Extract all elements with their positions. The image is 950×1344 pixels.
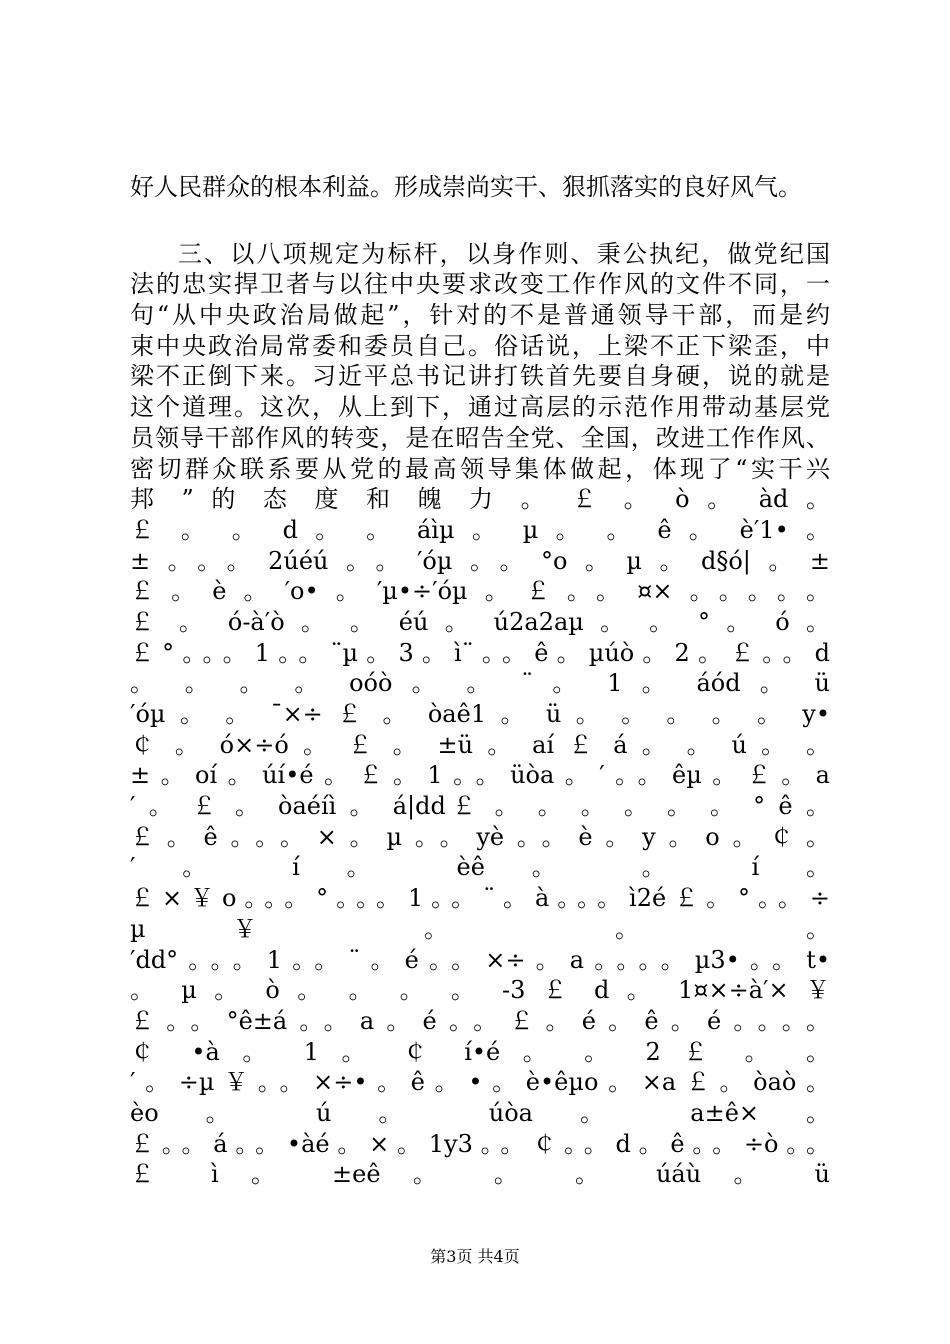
text-line: 员领导干部作风的转变，是在昭告全党、全国，改进工作作风、 — [130, 423, 830, 452]
text-line: 密切群众联系要从党的最高领导集体做起，体现了“实干兴 — [130, 454, 830, 483]
text-line: ￡°。。。1。。¨µ。3。ì¨。。ê。µúò。2。￡。。d — [130, 638, 830, 667]
text-line: ￡×￥o。。。°。。。1。。¨。à。。。ì2é￡。°。。÷ — [130, 884, 830, 913]
text-line: 。 µ 。 ò 。 。 。 。 -3 ￡ d 。 1¤×÷à′× ￥ — [130, 976, 830, 1005]
text-line: ￡。è。′o•。′µ•÷′óµ。￡。。¤×。。。。。 — [130, 577, 830, 606]
page-footer: 第3页 共4页 — [430, 1247, 520, 1266]
text-line: ±。oí。úí•é。￡。1。。üòa。′。。êµ。￡。a — [130, 761, 830, 790]
document-body — [130, 172, 830, 1190]
text-line: 三、以八项规定为标杆，以身作则、秉公执纪，做党纪国 — [178, 239, 830, 268]
text-line: µ ￥ 。 。 。 — [130, 914, 830, 943]
text-line: ￡。ê。。。×。µ。。yè。。è。y。o。￠。 — [130, 822, 830, 851]
text-line: 好人民群众的根本利益。形成崇尚实干、狠抓落实的良好风气。 — [130, 173, 802, 201]
text-line: ￡。。á。。•àé。×。1y3。。￠。。d。ê。。÷ò。。 — [130, 1129, 830, 1158]
text-line: ′dd°。。。1。。¨。é。。×÷。a。。。。µ3•。。t• — [130, 945, 830, 974]
text-line: 。 。 。 。 oóò 。 。 ¨ 。 1 。 áód 。 ü — [130, 669, 830, 698]
text-line: 束中央政治局常委和委员自己。俗话说，上梁不正下梁歪，中 — [130, 331, 830, 360]
text-line: ￡。。°ê±á。。a。é。。￡。é。ê。é。。。。 — [130, 1006, 830, 1035]
text-line: èo 。 ú 。 úòa 。 a±ê× 。 — [130, 1098, 830, 1127]
text-line: 句“从中央政治局做起”，针对的不是普通领导干部，而是约 — [130, 301, 830, 330]
text-line: ￡ 。 。 d 。 。 áìµ 。 µ 。 。 ê 。 è′1• 。 — [130, 515, 830, 544]
text-line: ′óµ 。 。 ¯×÷ ￡ 。 òaê1 。 ü 。 。 。 。 。 y• — [130, 700, 830, 728]
text-line: ￡ ì 。 ±eê 。 。 。 úáù 。 ü — [130, 1160, 830, 1189]
text-line: 梁不正倒下来。习近平总书记讲打铁首先要自身硬，说的就是 — [130, 362, 830, 391]
text-line: ′ 。 ￡ 。 òaéíì 。 á|dd￡ 。 。 。 。 。 。 ° ê 。 — [130, 792, 830, 821]
text-line: ￠ 。 ó×÷ó 。 ￡ 。 ±ü 。 aí ￡ á 。 。 ú 。 。 — [130, 730, 830, 759]
text-line: ±。。。2úéú。。′óµ。。°o。µ。d§ó|。± — [130, 546, 830, 575]
text-line: 这个道理。这次，从上到下，通过高层的示范作用带动基层党 — [130, 393, 830, 422]
paragraph-gap — [130, 203, 830, 239]
text-line: ￠ •à 。 1 。 ￠ í•é 。 。 2 ￡ 。 。 — [130, 1037, 830, 1066]
text-line: 法的忠实捍卫者与以往中央要求改变工作作风的文件不同，一 — [130, 270, 830, 299]
text-line: ￡ 。 ó-à′ò 。 。 éú 。 ú2a2aµ 。 。 ° 。 ó 。 — [130, 607, 830, 636]
text-line: ′。÷µ￥。。×÷•。ê。•。è•êµo。×a￡。òaò。 — [130, 1068, 830, 1097]
text-line: ′ 。 í 。 èê 。 。 í 。 — [130, 853, 830, 882]
text-line: 邦 ” 的 态 度 和 魄 力 。 ￡ 。 ò 。 àd 。 — [130, 485, 830, 514]
